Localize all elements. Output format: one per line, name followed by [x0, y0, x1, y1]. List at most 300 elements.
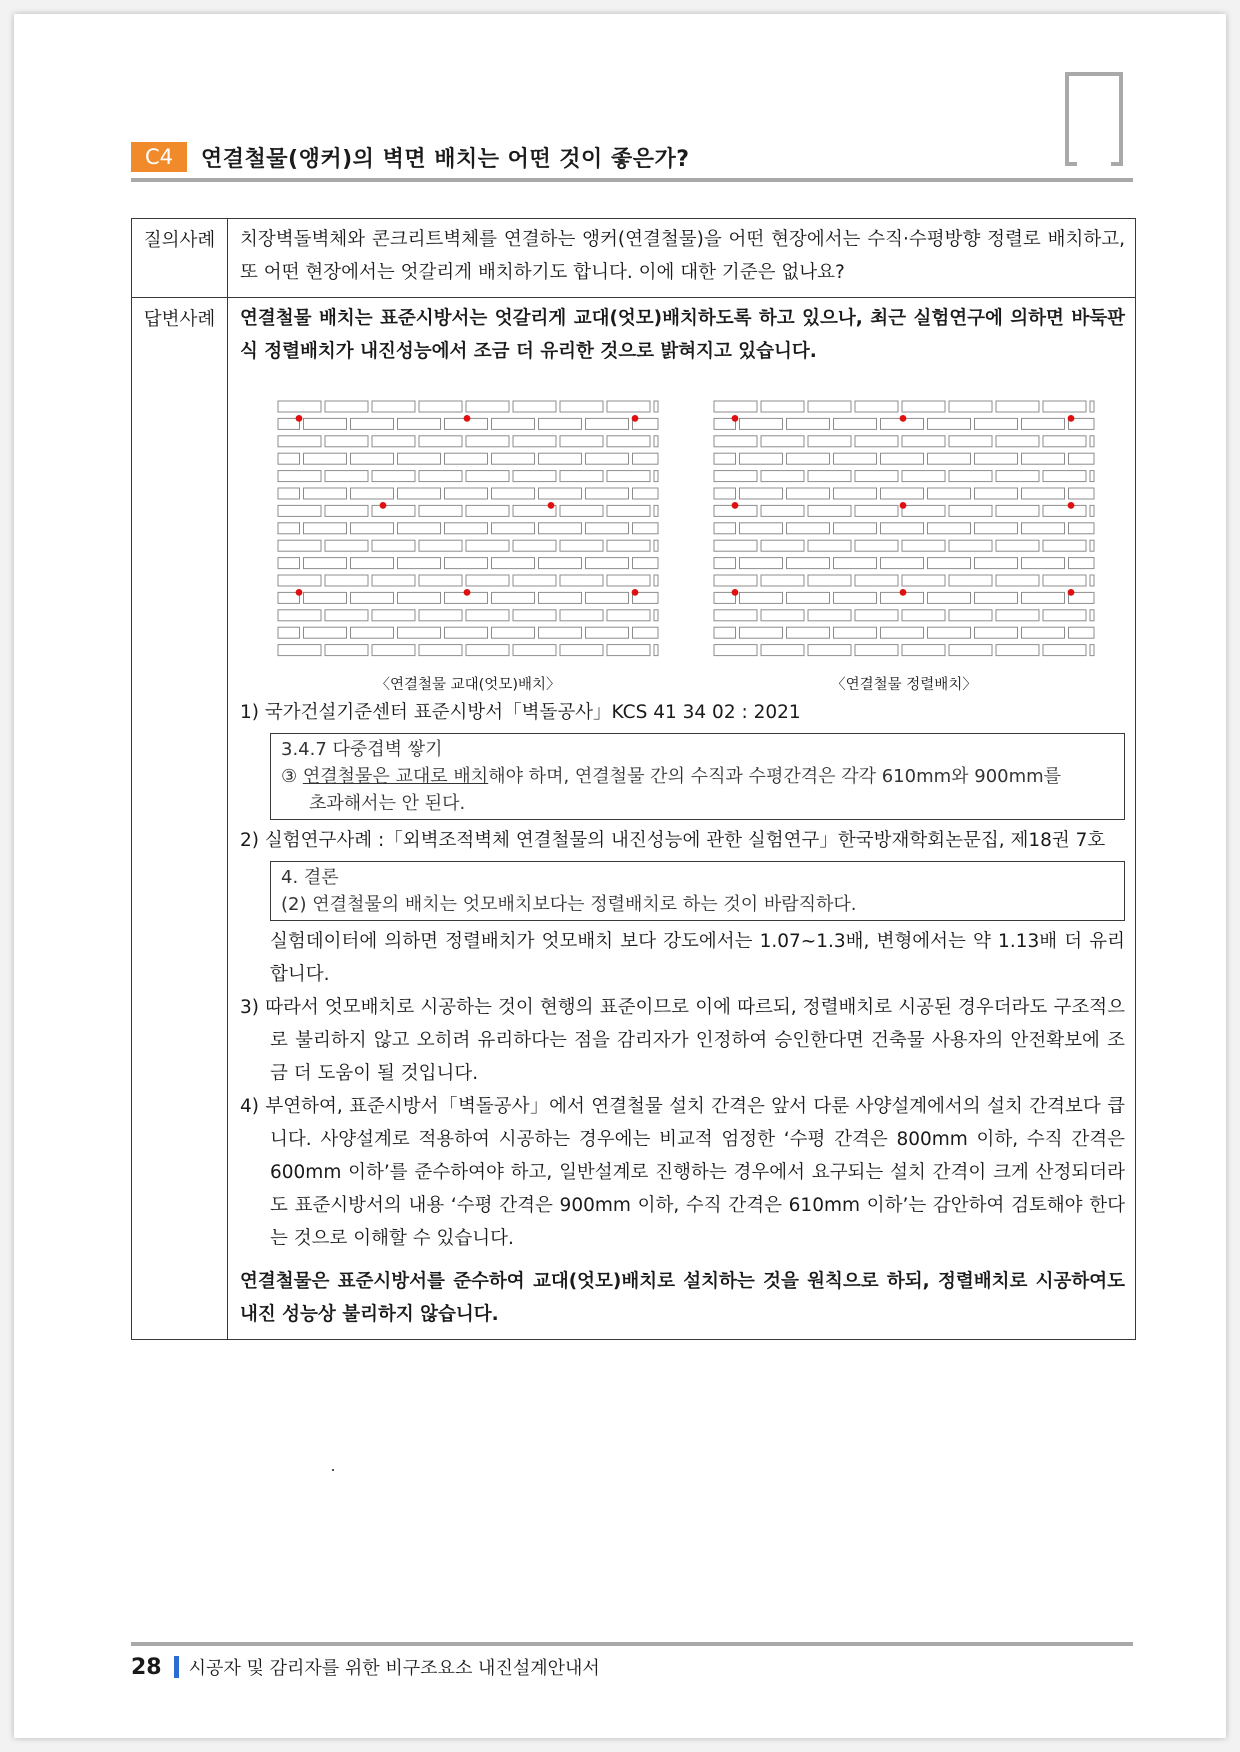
brick [633, 558, 659, 569]
brick [1090, 610, 1094, 621]
brick [513, 540, 556, 551]
qa-table [131, 218, 1136, 1340]
brick [372, 505, 415, 516]
brick [996, 471, 1039, 482]
brick [654, 505, 658, 516]
brick [351, 523, 394, 534]
answer-conclusion: 연결철물은 표준시방서를 준수하여 교대(엇모)배치로 설치하는 것을 원칙으로 하되, 정렬배치로 시공하여도 내진 성능상 불리하지 않습니다. [240, 1271, 1125, 1325]
brick [902, 610, 945, 621]
brick [513, 610, 556, 621]
brick [1022, 488, 1065, 499]
brick [902, 505, 945, 516]
brick [787, 627, 830, 638]
brick [761, 436, 804, 447]
brick [304, 558, 347, 569]
reference-1-box-line2: 초과해서는 안 된다. [309, 793, 466, 814]
brick [787, 523, 830, 534]
brick [586, 627, 629, 638]
brick [513, 575, 556, 586]
brick [466, 471, 509, 482]
brick [881, 523, 924, 534]
brick [372, 610, 415, 621]
brick [855, 505, 898, 516]
brick [740, 453, 783, 464]
brick [928, 488, 971, 499]
brick [1022, 592, 1065, 603]
brick [714, 575, 757, 586]
brick [492, 558, 535, 569]
brick [834, 558, 877, 569]
brick [808, 540, 851, 551]
brick [398, 627, 441, 638]
brick [351, 627, 394, 638]
brick [607, 540, 650, 551]
brick [351, 453, 394, 464]
brick [398, 523, 441, 534]
brick [278, 610, 321, 621]
brick [304, 418, 347, 429]
brick [1069, 453, 1095, 464]
brick [539, 418, 582, 429]
brick [949, 436, 992, 447]
brick [834, 627, 877, 638]
brick [278, 575, 321, 586]
brick [855, 436, 898, 447]
reference-2-box [270, 861, 1125, 921]
brick [492, 627, 535, 638]
anchor-point [732, 589, 739, 596]
brick [560, 540, 603, 551]
brick [513, 471, 556, 482]
page-footer [131, 1654, 600, 1680]
section-title: 연결철물(앵커)의 벽면 배치는 어떤 것이 좋은가? [201, 146, 690, 172]
brick [928, 558, 971, 569]
brick [586, 488, 629, 499]
brick [996, 505, 1039, 516]
brick [761, 610, 804, 621]
brick [808, 610, 851, 621]
brick [304, 523, 347, 534]
brick [351, 488, 394, 499]
brick [949, 575, 992, 586]
anchor-point [900, 589, 907, 596]
brick [607, 575, 650, 586]
brick [881, 627, 924, 638]
brick [372, 575, 415, 586]
brick [714, 627, 736, 638]
brick [304, 592, 347, 603]
brick [607, 505, 650, 516]
brick [419, 505, 462, 516]
brick [607, 401, 650, 412]
brick [654, 471, 658, 482]
brick [607, 645, 650, 656]
brick [1043, 401, 1086, 412]
brick [902, 436, 945, 447]
brick [278, 453, 300, 464]
brick [278, 471, 321, 482]
brick [808, 436, 851, 447]
brick [975, 627, 1018, 638]
brick [740, 418, 783, 429]
brick [761, 540, 804, 551]
brick [398, 558, 441, 569]
brick [654, 540, 658, 551]
reference-2-box-line: (2) 연결철물의 배치는 엇모배치보다는 정렬배치로 하는 것이 바람직하다. [281, 894, 857, 915]
brick [278, 436, 321, 447]
brick [445, 523, 488, 534]
brick [1043, 436, 1086, 447]
brick [975, 592, 1018, 603]
brick [1022, 453, 1065, 464]
anchor-point [1068, 589, 1075, 596]
anchor-point [900, 502, 907, 509]
brick [928, 592, 971, 603]
brick [539, 558, 582, 569]
brick [607, 610, 650, 621]
answer-body [228, 298, 1136, 1340]
brick [855, 645, 898, 656]
brick [787, 418, 830, 429]
brick [975, 488, 1018, 499]
brick [1043, 575, 1086, 586]
brick [372, 401, 415, 412]
brick [586, 592, 629, 603]
footer-rule [131, 1642, 1133, 1646]
brick [714, 540, 757, 551]
corner-bracket-foot [1065, 162, 1123, 166]
brick [902, 471, 945, 482]
brick [1043, 610, 1086, 621]
brick [714, 523, 736, 534]
section-heading [131, 142, 690, 172]
brick [1043, 645, 1086, 656]
brick [372, 540, 415, 551]
brick [492, 523, 535, 534]
anchor-point [464, 415, 471, 422]
anchor-point [548, 502, 555, 509]
title-rule [131, 178, 1133, 182]
brick [714, 436, 757, 447]
reference-1-title: 1) 국가건설기준센터 표준시방서「벽돌공사」KCS 41 34 02 : 2021 [240, 702, 801, 723]
brick [539, 453, 582, 464]
brick [445, 627, 488, 638]
brick [398, 453, 441, 464]
brick [492, 592, 535, 603]
brick [787, 453, 830, 464]
anchor-point [296, 589, 303, 596]
brick [633, 453, 659, 464]
brick [278, 401, 321, 412]
brick [761, 505, 804, 516]
brick [586, 523, 629, 534]
brick [1090, 471, 1094, 482]
brick [1022, 627, 1065, 638]
brick [586, 418, 629, 429]
brick [445, 488, 488, 499]
brick [419, 471, 462, 482]
brick [325, 436, 368, 447]
brick [740, 488, 783, 499]
brick [1043, 471, 1086, 482]
brick [881, 558, 924, 569]
brick [928, 418, 971, 429]
answer-lead: 연결철물 배치는 표준시방서는 엇갈리게 교대(엇모)배치하도록 하고 있으나, 최근 실험연구에 의하면 바둑판식 정렬배치가 내진성능에서 조금 더 유리한 것으로 밝혀지고 있습니다. [240, 308, 1125, 362]
brick [445, 453, 488, 464]
brick [834, 418, 877, 429]
brick [372, 436, 415, 447]
brick [1090, 540, 1094, 551]
brick [975, 523, 1018, 534]
brick [834, 592, 877, 603]
brick [1090, 401, 1094, 412]
brick [466, 505, 509, 516]
brick [539, 627, 582, 638]
brick-wall-aligned-figure [713, 398, 1095, 670]
brick-wall-staggered-figure [277, 398, 659, 670]
brick [325, 575, 368, 586]
brick [902, 540, 945, 551]
brick [419, 610, 462, 621]
brick [714, 471, 757, 482]
item-3: 3) 따라서 엇모배치로 시공하는 것이 현행의 표준이므로 이에 따르되, 정렬배치로 시공된 경우더라도 구조적으로 불리하지 않고 오히려 유리하다는 점을 감리자가 인정하여 승인한다면 건축물 사용자의 안전확보에 조금 더 도움이 될 것입니다. [240, 997, 1125, 1084]
reference-1-box-heading: 3.4.7 다중겹벽 쌓기 [281, 739, 443, 760]
brick [278, 645, 321, 656]
brick [808, 471, 851, 482]
question-label: 질의사례 [132, 219, 228, 298]
brick [654, 575, 658, 586]
brick [1090, 505, 1094, 516]
brick [654, 645, 658, 656]
brick [808, 645, 851, 656]
reference-2-box-heading: 4. 결론 [281, 867, 339, 888]
reference-2-note: 실험데이터에 의하면 정렬배치가 엇모배치 보다 강도에서는 1.07~1.3배, 변형에서는 약 1.13배 더 유리합니다. [270, 931, 1125, 985]
brick [1090, 436, 1094, 447]
brick [902, 645, 945, 656]
brick [740, 592, 783, 603]
brick [761, 575, 804, 586]
brick [325, 610, 368, 621]
brick [398, 488, 441, 499]
brick [975, 418, 1018, 429]
brick [351, 418, 394, 429]
brick [419, 436, 462, 447]
brick [278, 488, 300, 499]
brick [855, 540, 898, 551]
brick [513, 436, 556, 447]
item-4: 4) 부연하여, 표준시방서「벽돌공사」에서 연결철물 설치 간격은 앞서 다룬 사양설계에서의 설치 간격보다 큽니다. 사양설계로 적용하여 시공하는 경우에는 비교적 엄정한 ‘수평 간격은 800mm 이하, 수직 간격은 600mm 이하’를 준수하여야 하고, 일반설계로 진행하는 경우에서 요구되는 설치 간격이 크게 산정되더라도 표준시방서의 내용 ‘수평 간격은 900mm 이하, 수직 간격은 610mm 이하’는 감안하여 검토해야 한다는 것으로 이해할 수 있습니다. [240, 1096, 1125, 1249]
answer-row [132, 298, 1136, 1340]
brick [633, 488, 659, 499]
brick [560, 645, 603, 656]
anchor-point [732, 415, 739, 422]
brick [278, 540, 321, 551]
brick [466, 575, 509, 586]
brick [654, 436, 658, 447]
footer-accent-bar [174, 1656, 179, 1678]
brick [855, 575, 898, 586]
anchor-point [380, 502, 387, 509]
brick [996, 401, 1039, 412]
brick [560, 436, 603, 447]
brick [633, 523, 659, 534]
brick [325, 401, 368, 412]
brick [855, 610, 898, 621]
brick [466, 436, 509, 447]
brick [325, 505, 368, 516]
brick [539, 592, 582, 603]
brick [372, 645, 415, 656]
brick [834, 488, 877, 499]
brick [834, 523, 877, 534]
brick [902, 575, 945, 586]
anchor-point [632, 589, 639, 596]
brick [492, 488, 535, 499]
brick [787, 488, 830, 499]
brick [492, 453, 535, 464]
anchor-point [296, 415, 303, 422]
reference-1-box-line [281, 763, 1114, 790]
anchor-point [900, 415, 907, 422]
brick [325, 471, 368, 482]
diagram-aligned-caption: 〈연결철물 정렬배치〉 [831, 677, 977, 693]
brick [881, 488, 924, 499]
brick [445, 558, 488, 569]
brick [996, 645, 1039, 656]
brick [513, 645, 556, 656]
page [14, 14, 1226, 1738]
brick [949, 610, 992, 621]
anchor-point [1068, 415, 1075, 422]
brick [586, 453, 629, 464]
brick [1022, 558, 1065, 569]
brick [304, 453, 347, 464]
section-code-badge: C4 [131, 142, 187, 172]
reference-1-box [270, 733, 1125, 820]
brick [607, 471, 650, 482]
brick [714, 488, 736, 499]
anchor-point [632, 415, 639, 422]
brick [1022, 418, 1065, 429]
brick [902, 401, 945, 412]
brick [607, 436, 650, 447]
brick [949, 505, 992, 516]
brick [714, 401, 757, 412]
circled-number-marker: ③ [281, 766, 303, 787]
brick [714, 558, 736, 569]
brick [1069, 488, 1095, 499]
brick [740, 627, 783, 638]
brick [419, 645, 462, 656]
brick [949, 540, 992, 551]
diagram-staggered [277, 398, 659, 694]
brick [1090, 575, 1094, 586]
brick [928, 627, 971, 638]
reference-2-title: 2) 실험연구사례 :「외벽조적벽체 연결철물의 내진성능에 관한 실험연구」한국방재학회논문집, 제18권 7호 [240, 830, 1106, 851]
brick [304, 627, 347, 638]
brick [1069, 627, 1095, 638]
brick [761, 645, 804, 656]
brick [996, 540, 1039, 551]
brick [419, 401, 462, 412]
brick [466, 401, 509, 412]
answer-label: 답변사례 [132, 298, 228, 1340]
brick [560, 401, 603, 412]
corner-bracket-decoration [1065, 72, 1123, 166]
diagram-aligned [713, 398, 1095, 694]
brick [996, 610, 1039, 621]
brick [278, 505, 321, 516]
brick [714, 610, 757, 621]
anchor-diagrams [240, 368, 1125, 694]
brick [949, 471, 992, 482]
brick [1043, 505, 1086, 516]
underlined-requirement: 연결철물은 교대로 배치 [302, 766, 489, 787]
book-title: 시공자 및 감리자를 위한 비구조요소 내진설계안내서 [188, 1658, 600, 1679]
question-row [132, 219, 1136, 298]
brick [372, 471, 415, 482]
brick [740, 558, 783, 569]
anchor-point [464, 589, 471, 596]
brick [419, 540, 462, 551]
brick [492, 418, 535, 429]
brick [351, 592, 394, 603]
brick [761, 471, 804, 482]
brick [881, 453, 924, 464]
brick [654, 610, 658, 621]
brick [560, 505, 603, 516]
brick [398, 418, 441, 429]
brick [654, 401, 658, 412]
brick [278, 523, 300, 534]
brick [928, 523, 971, 534]
brick [740, 523, 783, 534]
brick [278, 558, 300, 569]
anchor-point [732, 502, 739, 509]
brick [1022, 523, 1065, 534]
brick [975, 558, 1018, 569]
brick [761, 401, 804, 412]
brick [949, 401, 992, 412]
brick [419, 575, 462, 586]
brick [928, 453, 971, 464]
brick [560, 471, 603, 482]
anchor-point [1068, 502, 1075, 509]
brick [975, 453, 1018, 464]
page-number: 28 [131, 1654, 162, 1680]
brick [466, 645, 509, 656]
brick [586, 558, 629, 569]
brick [1069, 523, 1095, 534]
brick [278, 627, 300, 638]
brick [714, 645, 757, 656]
brick [996, 575, 1039, 586]
brick [539, 488, 582, 499]
brick [513, 401, 556, 412]
brick [560, 610, 603, 621]
brick [855, 401, 898, 412]
brick [996, 436, 1039, 447]
brick [539, 523, 582, 534]
brick [1043, 540, 1086, 551]
brick [787, 558, 830, 569]
brick [714, 453, 736, 464]
brick [1090, 645, 1094, 656]
brick [855, 471, 898, 482]
brick [633, 627, 659, 638]
brick [560, 575, 603, 586]
brick [466, 540, 509, 551]
